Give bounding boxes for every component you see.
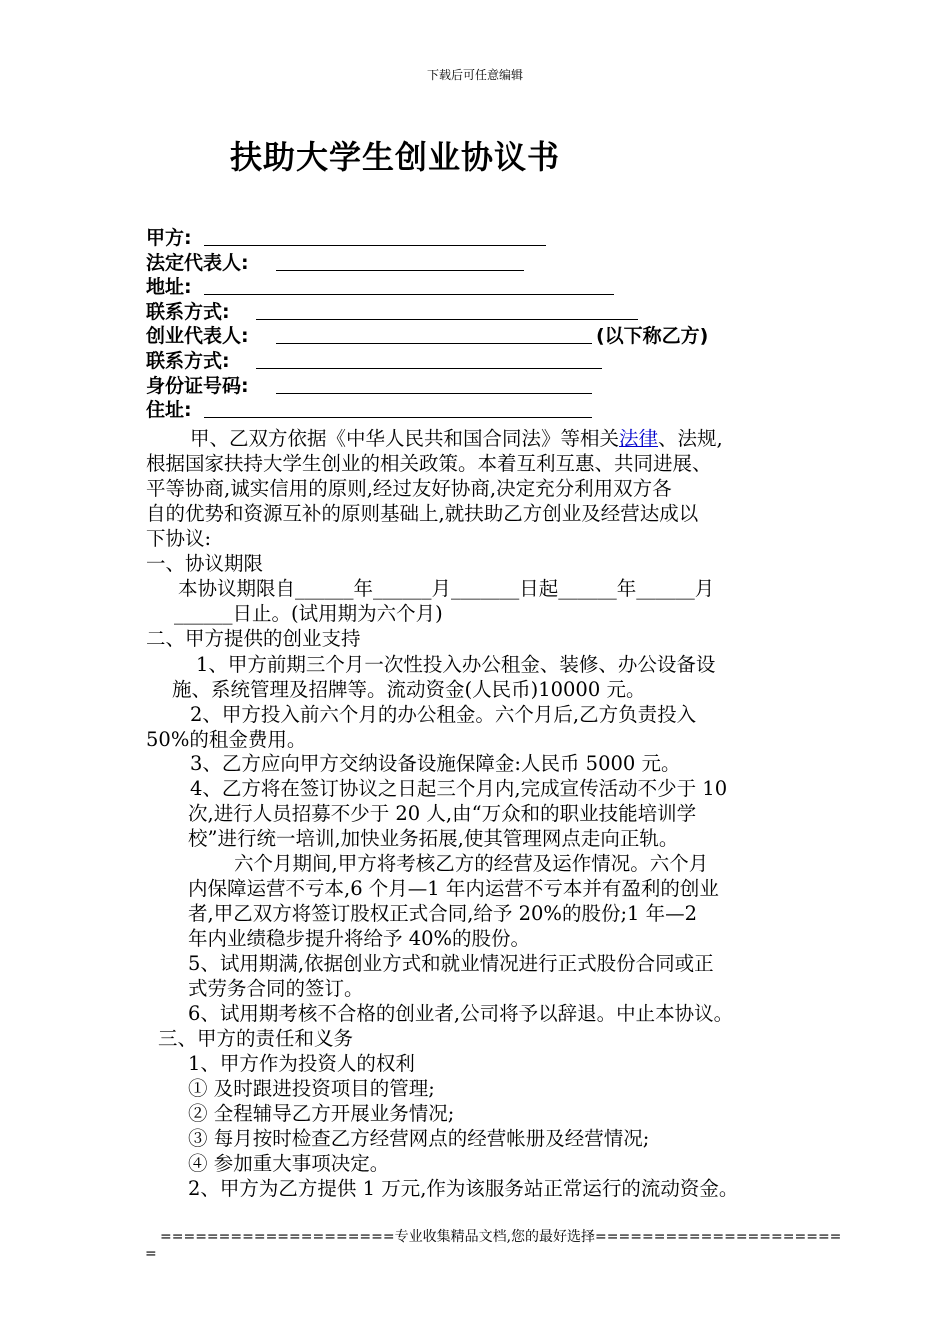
field-label: 住址: (146, 399, 192, 422)
intro-line: 平等协商,诚实信用的原则,经过友好协商,决定充分利用双方各 (146, 477, 672, 500)
page-header: 下载后可任意编辑 (426, 68, 523, 82)
blank-line[interactable] (256, 319, 638, 320)
text-line: 1、甲方前期三个月一次性投入办公租金、装修、办公设备设 (196, 653, 716, 676)
text-line: 本协议期限自______年______月_______日起______年______月 (178, 577, 715, 600)
text-line: 施、系统管理及招牌等。流动资金(人民币)10000 元。 (172, 678, 646, 701)
list-item: ④ 参加重大事项决定。 (188, 1152, 390, 1175)
text-line: 2、甲方为乙方提供 1 万元,作为该服务站正常运行的流动资金。 (188, 1177, 739, 1200)
text-line: 4、乙方将在签订协议之日起三个月内,完成宣传活动不少于 10 (190, 777, 728, 800)
law-link[interactable]: 法律 (619, 427, 659, 450)
intro-line: 根据国家扶持大学生创业的相关政策。本着互利互惠、共同进展、 (146, 452, 712, 475)
text-line: ______日止。(试用期为六个月) (174, 602, 443, 625)
page-footer: ====================专业收集精品文档,您的最好选择===================== (160, 1229, 842, 1245)
text-line: 者,甲乙双方将签订股权正式合同,给予 20%的股份;1 年—2 (188, 902, 698, 925)
text-line: 年内业绩稳步提升将给予 40%的股份。 (188, 927, 531, 950)
document-title: 扶助大学生创业协议书 (230, 138, 561, 176)
blank-line[interactable] (256, 368, 602, 369)
page-footer-continued: = (145, 1246, 157, 1262)
text-line: 六个月期间,甲方将考核乙方的经营及运作情况。六个月 (234, 852, 709, 875)
field-label: 联系方式: (146, 300, 230, 323)
field-label: 地址: (146, 276, 192, 299)
blank-line[interactable] (276, 343, 592, 344)
blank-line[interactable] (204, 294, 614, 295)
field-label: 法定代表人: (146, 251, 249, 274)
blank-line[interactable] (276, 393, 592, 394)
text-line: 内保障运营不亏本,6 个月—1 年内运营不亏本并有盈利的创业 (188, 877, 719, 900)
text-line: 校”进行统一培训,加快业务拓展,使其管理网点走向正轨。 (188, 827, 679, 850)
text-line: 6、试用期考核不合格的创业者,公司将予以辞退。中止本协议。 (188, 1002, 734, 1025)
section-heading: 二、甲方提供的创业支持 (146, 627, 361, 650)
text-line: 50%的租金费用。 (146, 728, 307, 751)
field-label: 联系方式: (146, 349, 230, 372)
blank-line[interactable] (204, 245, 546, 246)
field-suffix: (以下称乙方) (596, 325, 709, 348)
text-line: 1、甲方作为投资人的权利 (188, 1052, 415, 1075)
list-item: ③ 每月按时检查乙方经营网点的经营帐册及经营情况; (188, 1127, 650, 1150)
text-line: 2、甲方投入前六个月的办公租金。六个月后,乙方负责投入 (190, 703, 697, 726)
field-label: 创业代表人: (146, 325, 249, 348)
text-line: 次,进行人员招募不少于 20 人,由“万众和的职业技能培训学 (188, 802, 697, 825)
intro-line: 甲、乙双方依据《中华人民共和国合同法》等相关法律、法规, (190, 427, 723, 450)
intro-line: 自的优势和资源互补的原则基础上,就扶助乙方创业及经营达成以 (146, 502, 699, 525)
section-heading: 三、甲方的责任和义务 (158, 1027, 354, 1050)
section-heading: 一、协议期限 (146, 552, 264, 575)
blank-line[interactable] (276, 270, 524, 271)
list-item: ② 全程辅导乙方开展业务情况; (188, 1102, 455, 1125)
intro-line: 下协议: (146, 527, 212, 550)
list-item: ① 及时跟进投资项目的管理; (188, 1077, 435, 1100)
text-line: 5、试用期满,依据创业方式和就业情况进行正式股份合同或正 (188, 952, 714, 975)
blank-line[interactable] (204, 417, 592, 418)
text-line: 3、乙方应向甲方交纳设备设施保障金:人民币 5000 元。 (190, 752, 681, 775)
text-line: 式劳务合同的签订。 (188, 977, 364, 1000)
field-label: 身份证号码: (146, 374, 249, 397)
field-label: 甲方: (146, 227, 192, 249)
